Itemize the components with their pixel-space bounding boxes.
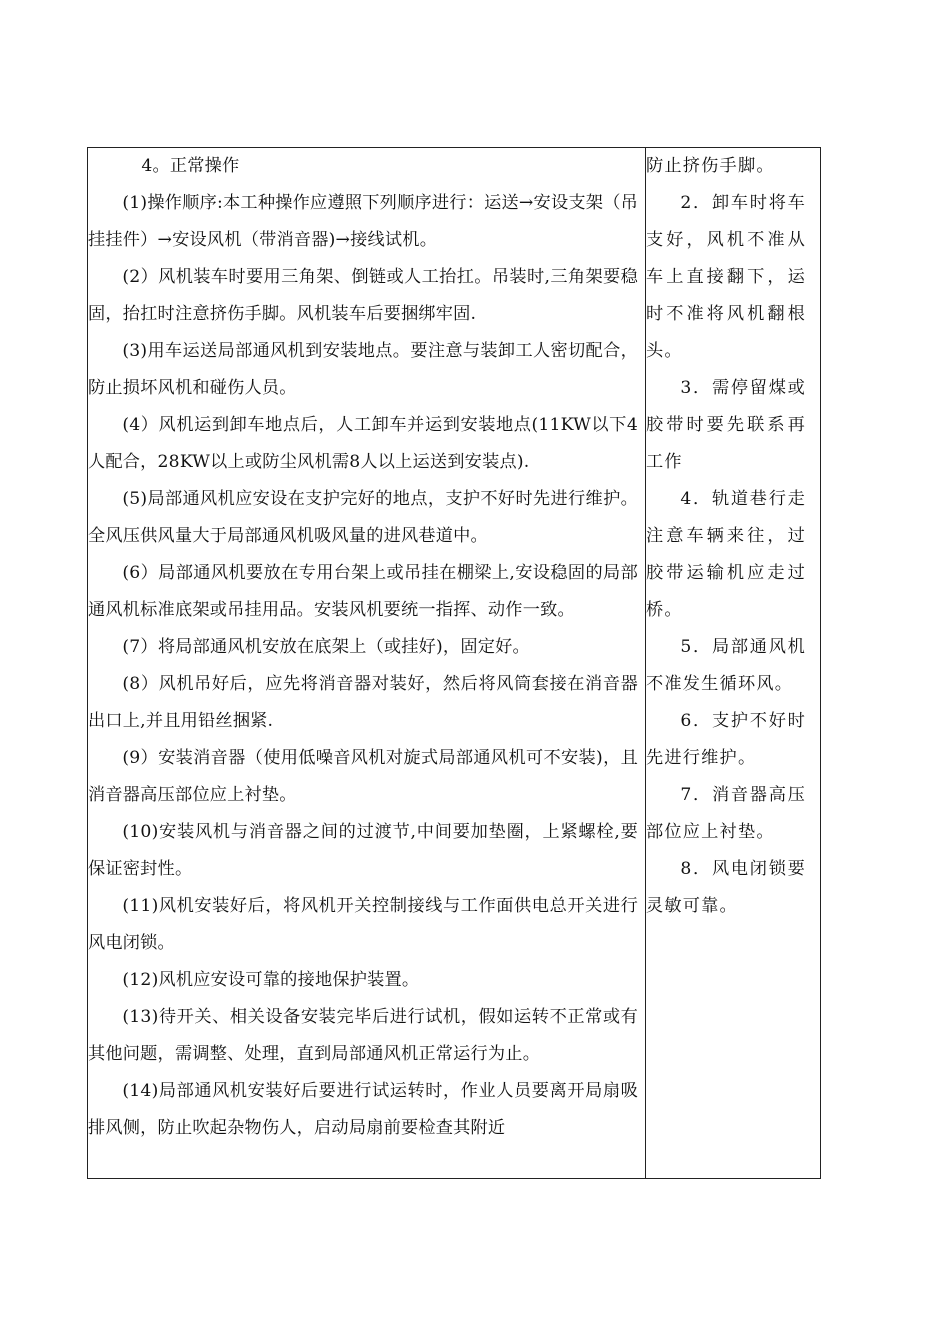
table-row <box>88 148 821 1179</box>
procedure-step-6: (6）局部通风机要放在专用台架上或吊挂在棚梁上,安设稳固的局部通风机标准底架或吊挂用品。安装风机要统一指挥、动作一致。 <box>88 563 638 620</box>
side-text-block <box>646 148 806 925</box>
safety-note-3: 3．需停留煤或胶带时要先联系再工作 <box>646 378 806 472</box>
procedure-step-10: (10)安装风机与消音器之间的过渡节,中间要加垫圈，上紧螺栓,要保证密封性。 <box>88 822 638 879</box>
procedure-step-5: (5)局部通风机应安设在支护完好的地点，支护不好时先进行维护。全风压供风量大于局部通风机吸风量的进风巷道中。 <box>88 489 638 546</box>
procedure-step-8: (8）风机吊好后，应先将消音器对装好，然后将风筒套接在消音器出口上,并且用铅丝捆紧. <box>88 674 638 731</box>
section-heading: 4。正常操作 <box>141 156 240 176</box>
safety-note-6: 6．支护不好时先进行维护。 <box>646 711 806 768</box>
procedure-step-9: (9）安装消音器（使用低噪音风机对旋式局部通风机可不安装)，且消音器高压部位应上衬垫。 <box>88 748 638 805</box>
document-table <box>87 147 821 1179</box>
procedure-step-11: (11)风机安装好后，将风机开关控制接线与工作面供电总开关进行风电闭锁。 <box>88 896 638 953</box>
safety-note-4: 4．轨道巷行走注意车辆来往，过胶带运输机应走过桥。 <box>646 489 806 620</box>
procedure-step-1: (1)操作顺序:本工种操作应遵照下列顺序进行：运送→安设支架（吊挂挂件）→安设风机（带消音器)→接线试机。 <box>88 193 638 250</box>
note-continuation: 防止挤伤手脚。 <box>646 156 775 176</box>
main-text-block <box>88 148 638 1147</box>
procedure-step-2: (2）风机装车时要用三角架、倒链或人工抬扛。吊装时,三角架要稳固，抬扛时注意挤伤手脚。风机装车后要捆绑牢固. <box>88 267 638 324</box>
safety-notes-cell <box>646 148 821 1179</box>
safety-note-2: 2．卸车时将车支好，风机不准从车上直接翻下，运时不准将风机翻根头。 <box>646 193 806 361</box>
procedure-step-4: (4）风机运到卸车地点后，人工卸车并运到安装地点(11KW以下4人配合，28KW以上或防尘风机需8人以上运送到安装点). <box>88 415 638 472</box>
safety-note-8: 8．风电闭锁要灵敏可靠。 <box>646 859 806 916</box>
safety-note-7: 7．消音器高压部位应上衬垫。 <box>646 785 806 842</box>
procedure-step-14: (14)局部通风机安装好后要进行试运转时，作业人员要离开局扇吸排风侧，防止吹起杂物伤人，启动局扇前要检查其附近 <box>88 1081 638 1138</box>
procedure-step-3: (3)用车运送局部通风机到安装地点。要注意与装卸工人密切配合，防止损坏风机和碰伤人员。 <box>88 341 638 398</box>
main-content-cell <box>88 148 646 1179</box>
procedure-step-13: (13)待开关、相关设备安装完毕后进行试机，假如运转不正常或有其他问题，需调整、处理，直到局部通风机正常运行为止。 <box>88 1007 638 1064</box>
procedure-step-12: (12)风机应安设可靠的接地保护装置。 <box>122 970 420 990</box>
safety-note-5: 5．局部通风机不准发生循环风。 <box>646 637 806 694</box>
procedure-step-7: (7）将局部通风机安放在底架上（或挂好)，固定好。 <box>122 637 530 657</box>
